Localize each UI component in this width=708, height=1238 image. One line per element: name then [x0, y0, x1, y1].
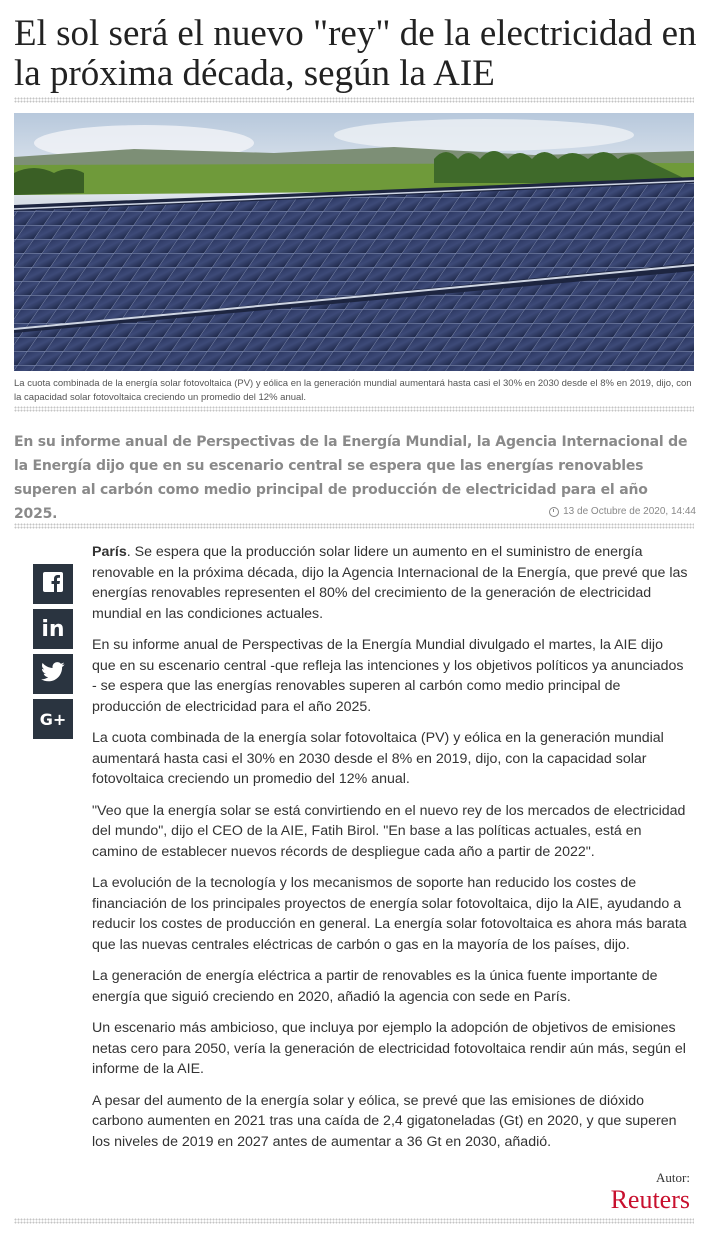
- image-caption: La cuota combinada de la energía solar fotovoltaica (PV) y eólica en la generación mundial aumentará hasta casi el 30% en 2030 desde el 8% en 2019, dijo, con la capacidad solar fotovoltaica creciendo un promedio del 12% anual.: [14, 378, 692, 403]
- caption-divider: [14, 406, 694, 412]
- googleplus-icon: G+: [39, 709, 67, 729]
- twitter-share-button[interactable]: [33, 654, 73, 694]
- article-paragraph: En su informe anual de Perspectivas de la Energía Mundial divulgado el martes, la AIE dijo que en su escenario central -que refleja las intenciones y los objetivos políticos ya anunciados - se espera que las energías renovables superen al carbón como medio principal de producción de electricidad para el año 2025.: [92, 637, 684, 715]
- publish-date-text: 13 de Octubre de 2020, 14:44: [563, 506, 696, 517]
- article-title: El sol será el nuevo "rey" de la electricidad en la próxima década, según la AIE: [14, 13, 697, 94]
- article-paragraph: A pesar del aumento de la energía solar y eólica, se prevé que las emisiones de dióxido carbono aumenten en 2021 tras una caída de 2,4 gigatoneladas (Gt) en 2020, y que superen los niveles de 2019 en 2027 antes de aumentar a 36 Gt en 2030, añadió.: [92, 1092, 677, 1150]
- article-paragraph: Un escenario más ambicioso, que incluya por ejemplo la adopción de objetivos de emisiones netas cero para 2050, vería la generación de electricidad fotovoltaica rendir aún más, según el informe de la AIE.: [92, 1020, 686, 1077]
- facebook-icon: [42, 571, 64, 598]
- article-paragraph: La generación de energía eléctrica a partir de renovables es la única fuente importante de energía que siguió creciendo en 2020, añadió la agencia con sede en París.: [92, 968, 658, 1005]
- facebook-share-button[interactable]: [33, 564, 73, 604]
- author-block: [611, 1170, 690, 1214]
- linkedin-icon: in: [41, 616, 65, 642]
- dateline: París: [92, 544, 127, 560]
- article-paragraph: La cuota combinada de la energía solar fotovoltaica (PV) y eólica en la generación mundial aumentará hasta casi el 30% en 2030 desde el 8% en 2019, dijo, con la capacidad solar fotovoltaica creciendo un promedio del 12% anual.: [92, 730, 664, 787]
- hero-image-solar-panels: [14, 113, 694, 371]
- social-share-bar: [33, 564, 73, 744]
- googleplus-share-button[interactable]: [33, 699, 73, 739]
- twitter-icon: [41, 662, 65, 687]
- article-paragraph: La evolución de la tecnología y los mecanismos de soporte han reducido los costes de financiación de los principales proyectos de energía solar fotovoltaica, dijo la AIE, ayudando a reducir los costes de producción en general. La energía solar fotovoltaica es ahora más barata que las nuevas centrales eléctricas de carbón o gas en la mayoría de los países, dijo.: [92, 875, 687, 953]
- article-paragraph: [92, 542, 690, 624]
- title-divider: [14, 97, 694, 103]
- article-lead: En su informe anual de Perspectivas de la Energía Mundial, la Agencia Internacional de la Energía dijo que en su escenario central se espera que las energías renovables superen al carbón como medio principal de producción de electricidad para el año 2025.: [14, 434, 688, 522]
- publish-date: [549, 506, 696, 517]
- author-name-link[interactable]: Reuters: [610, 1185, 690, 1214]
- clock-icon: [549, 507, 559, 517]
- footer-divider: [14, 1218, 694, 1224]
- article-body: [92, 542, 690, 1163]
- first-paragraph-text: . Se espera que la producción solar lidere un aumento en el suministro de energía renovable en la próxima década, dijo la Agencia Internacional de la Energía, que prevé que las energías renovables representen el 80% del crecimiento de la generación de electricidad mundial en las condiciones actuales.: [92, 544, 688, 622]
- date-divider: [14, 523, 694, 529]
- article-paragraph: "Veo que la energía solar se está convirtiendo en el nuevo rey de los mercados de electricidad del mundo", dijo el CEO de la AIE, Fatih Birol. "En base a las políticas actuales, está en camino de establecer nuevos récords de despliegue cada año a partir de 2022".: [92, 802, 686, 860]
- author-label: Autor:: [656, 1170, 690, 1185]
- linkedin-share-button[interactable]: [33, 609, 73, 649]
